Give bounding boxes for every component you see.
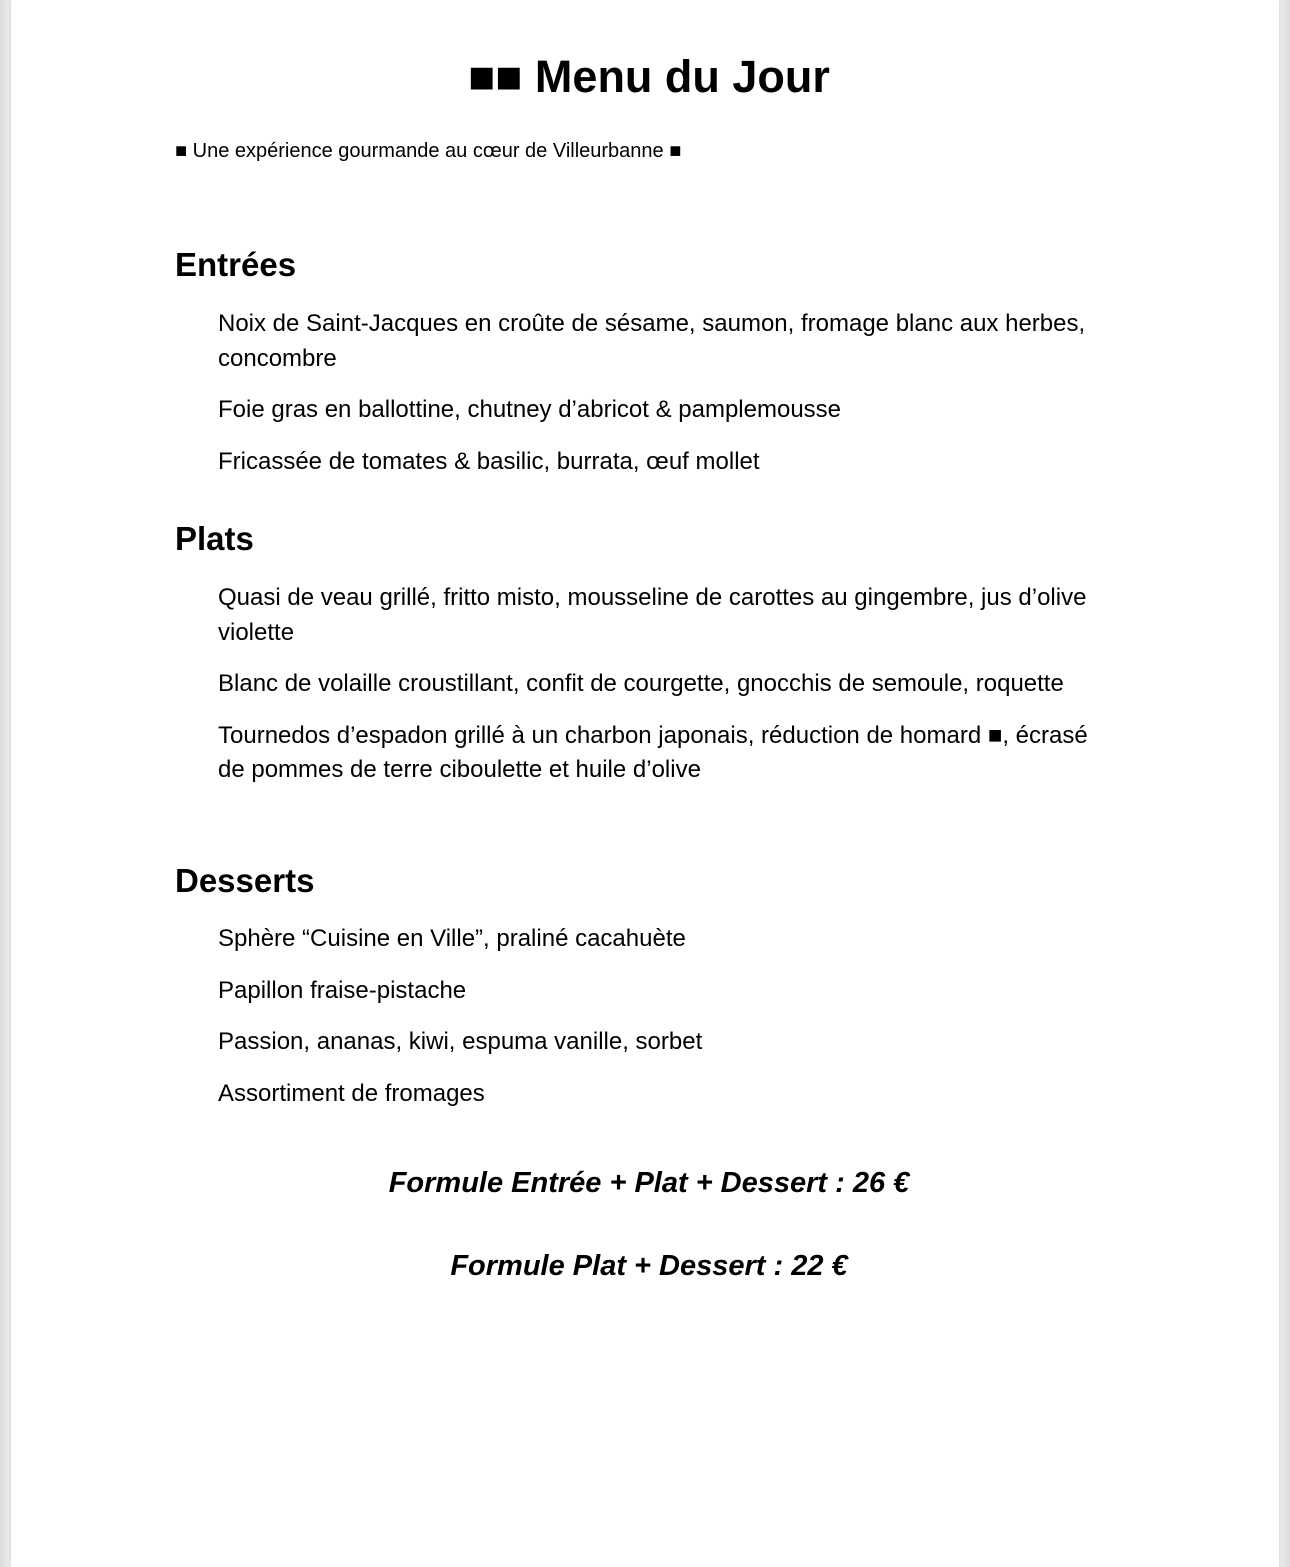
- section-heading-desserts: Desserts: [175, 862, 315, 899]
- formula-short: Formule Plat + Dessert : 22 €: [450, 1250, 848, 1282]
- menu-item: Tournedos d’espadon grillé à un charbon japonais, réduction de homard ■, écrasé de pommes de terre ciboulette et huile d’olive: [218, 721, 1088, 783]
- desserts-list: [218, 922, 1098, 1128]
- menu-item: Papillon fraise-pistache: [218, 976, 467, 1004]
- tagline: ■ Une expérience gourmande au cœur de Villeurbanne ■: [175, 140, 682, 162]
- menu-item: Noix de Saint-Jacques en croûte de sésame, saumon, fromage blanc aux herbes, concombre: [218, 310, 1086, 372]
- entrees-list: [218, 307, 1098, 496]
- menu-item: Blanc de volaille croustillant, confit de courgette, gnocchis de semoule, roquette: [218, 670, 1064, 697]
- menu-item: Foie gras en ballottine, chutney d’abricot & pamplemousse: [218, 396, 842, 423]
- menu-item: Sphère “Cuisine en Ville”, praliné cacahuète: [218, 925, 686, 952]
- page-title: ■■ Menu du Jour: [468, 51, 830, 102]
- plats-list: [218, 581, 1098, 805]
- menu-item: Assortiment de fromages: [218, 1079, 485, 1107]
- menu-item: Quasi de veau grillé, fritto misto, mousseline de carottes au gingembre, jus d’olive violette: [218, 584, 1087, 646]
- formula-full: Formule Entrée + Plat + Dessert : 26 €: [388, 1167, 910, 1199]
- menu-item: Fricassée de tomates & basilic, burrata, œuf mollet: [218, 447, 760, 475]
- menu-item: Passion, ananas, kiwi, espuma vanille, sorbet: [218, 1028, 703, 1055]
- menu-page: [11, 0, 1279, 1567]
- section-heading-plats: Plats: [175, 520, 254, 557]
- section-heading-entrees: Entrées: [175, 246, 297, 283]
